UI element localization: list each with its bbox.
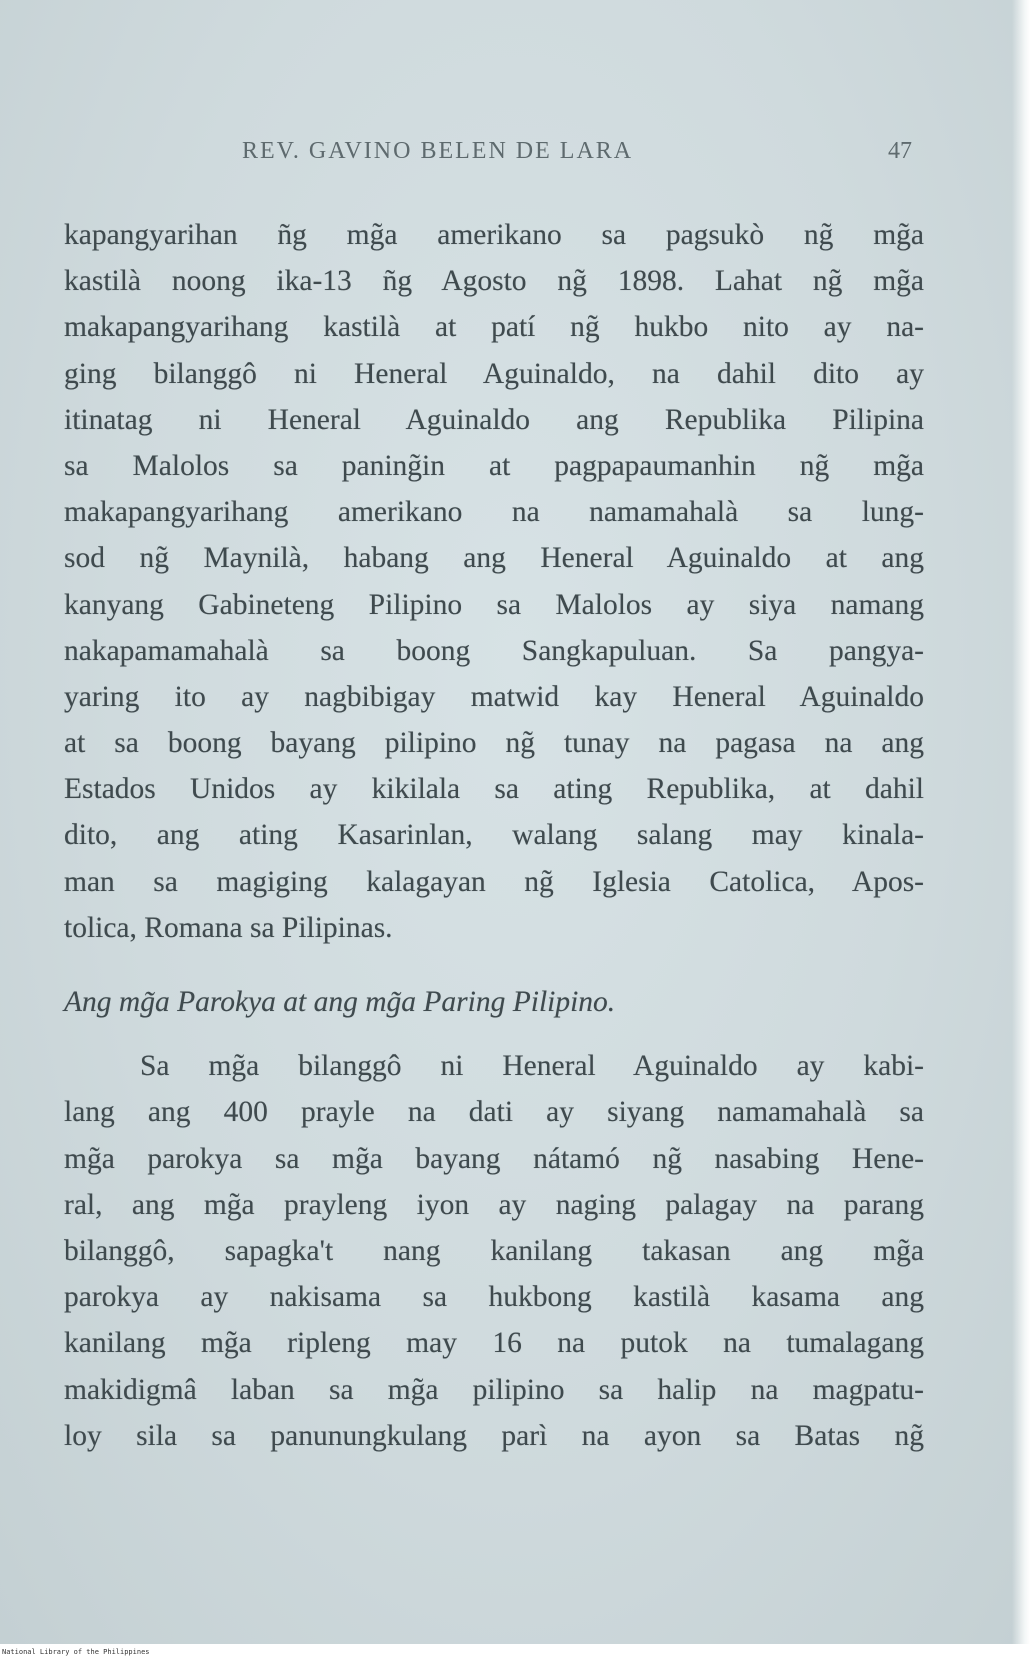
text-line: parokya ay nakisama sa hukbong kastilà kasama ang [64, 1281, 924, 1314]
text-line: yaring ito ay nagbibigay matwid kay Heneral Aguinaldo [64, 680, 924, 713]
text-line: itinatag ni Heneral Aguinaldo ang Republika Pilipina [64, 403, 924, 436]
paragraph-2 [64, 1043, 924, 1459]
text-line: sod ng̃ Maynilà, habang ang Heneral Aguinaldo at ang [64, 542, 924, 575]
text-line: sa Malolos sa paning̃in at pagpapaumanhin ng̃ mg̃a [64, 449, 924, 482]
page-number: 47 [888, 138, 912, 164]
text-line: loy sila sa panunungkulang parì na ayon sa Batas ng̃ [64, 1419, 924, 1452]
text-line: at sa boong bayang pilipino ng̃ tunay na pagasa na ang [64, 727, 924, 760]
body-text [64, 212, 924, 1459]
section-heading: Ang mg̃a Parokya at ang mg̃a Paring Pilipino. [64, 986, 616, 1018]
text-line: Estados Unidos ay kikilala sa ating Republika, at dahil [64, 773, 924, 806]
text-line: makapangyarihang amerikano na namamahalà sa lung- [64, 496, 924, 529]
text-line: kapangyarihan ñg mg̃a amerikano sa pagsukò ng̃ mg̃a [64, 219, 924, 251]
page-header [0, 138, 1030, 178]
text-line: tolica, Romana sa Pilipinas. [64, 911, 393, 944]
library-credit: National Library of the Philippines [2, 1648, 150, 1656]
text-line: Sa mg̃a bilanggô ni Heneral Aguinaldo ay kabi- [140, 1050, 924, 1083]
text-line: makapangyarihang kastilà at patí ng̃ hukbo nito ay na- [64, 311, 924, 344]
text-line: kanilang mg̃a ripleng may 16 na putok na tumalagang [64, 1327, 924, 1360]
text-line: kanyang Gabineteng Pilipino sa Malolos ay siya namang [64, 588, 924, 621]
running-head: REV. GAVINO BELEN DE LARA [242, 138, 634, 164]
text-line: nakapamamahalà sa boong Sangkapuluan. Sa pangya- [64, 634, 924, 667]
text-line: makidigmâ laban sa mg̃a pilipino sa halip na magpatu- [64, 1373, 924, 1406]
text-line: ging bilanggô ni Heneral Aguinaldo, na dahil dito ay [64, 357, 924, 390]
text-line: ral, ang mg̃a prayleng iyon ay naging palagay na parang [64, 1188, 924, 1221]
text-line: bilanggô, sapagka't nang kanilang takasan ang mg̃a [64, 1234, 924, 1267]
text-line: mg̃a parokya sa mg̃a bayang nátamó ng̃ nasabing Hene- [64, 1142, 924, 1175]
text-line: man sa magiging kalagayan ng̃ Iglesia Catolica, Apos- [64, 865, 924, 898]
text-line: lang ang 400 prayle na dati ay siyang namamahalà sa [64, 1096, 924, 1129]
text-line: dito, ang ating Kasarinlan, walang salang may kinala- [64, 819, 924, 852]
text-line: kastilà noong ika-13 ñg Agosto ng̃ 1898. Lahat ng̃ mg̃a [64, 265, 924, 298]
paragraph-1 [64, 212, 924, 951]
